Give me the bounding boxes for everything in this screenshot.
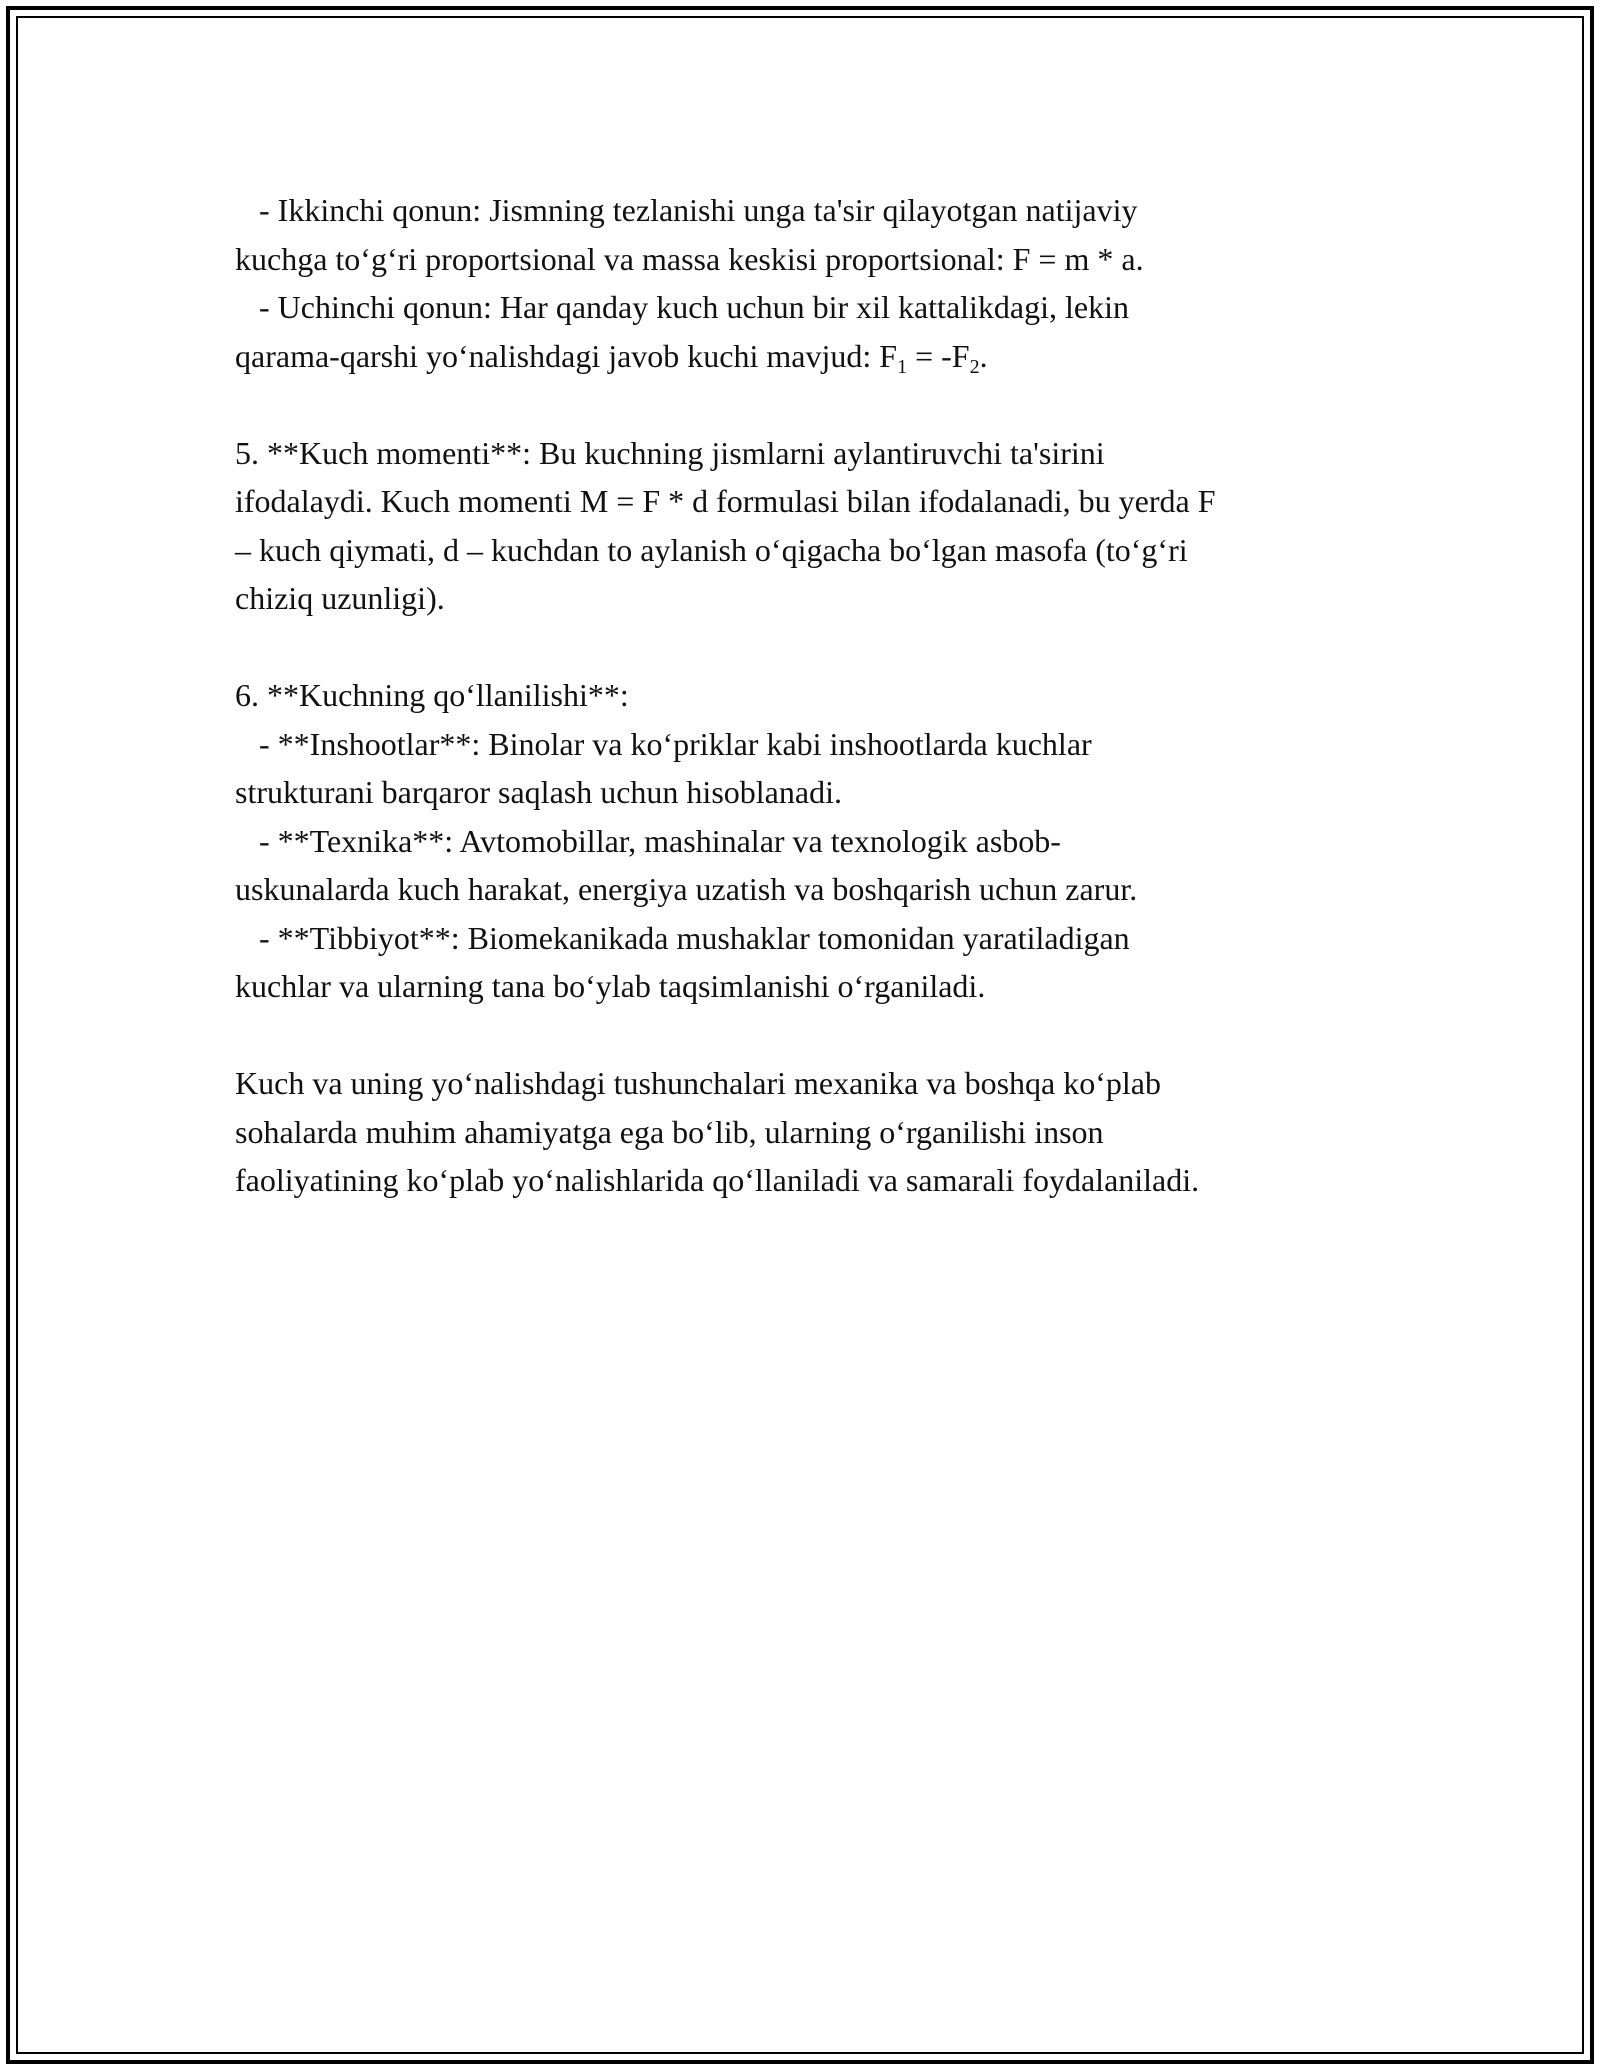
text-line: - **Inshootlar**: Binolar va ko‘priklar kabi inshootlarda kuchlar [235,725,1092,762]
paragraph-moment-of-force [235,429,1385,623]
text-line: uskunalarda kuch harakat, energiya uzatish va boshqarish uchun zarur. [235,871,1138,907]
text-line: 5. **Kuch momenti**: Bu kuchning jismlarni aylantiruvchi ta'sirini [235,434,1105,471]
subscript-1: 1 [897,355,908,378]
text-line-formula [235,332,1385,381]
formula-prefix: qarama-qarshi yo‘nalishdagi javob kuchi mavjud: F [235,337,898,374]
paragraph-applications [235,671,1385,1011]
text-line: - Ikkinchi qonun: Jismning tezlanishi unga ta'sir qilayotgan natijaviy [235,192,1138,228]
subscript-2: 2 [969,355,980,378]
text-line: sohalarda muhim ahamiyatga ega bo‘lib, ularning o‘rganilishi inson [235,1113,1104,1150]
formula-middle: = -F [907,337,970,374]
text-line: – kuch qiymati, d – kuchdan to aylanish o‘qigacha bo‘lgan masofa (to‘g‘ri [235,531,1188,568]
paragraph-conclusion [235,1059,1385,1205]
paragraph-newton-laws [235,186,1385,380]
text-line: - **Texnika**: Avtomobillar, mashinalar va texnologik asbob- [235,822,1061,859]
text-line: - **Tibbiyot**: Biomekanikada mushaklar tomonidan yaratiladigan [235,919,1130,956]
text-line: ifodalaydi. Kuch momenti M = F * d formulasi bilan ifodalanadi, bu yerda F [235,483,1216,519]
document-body [235,186,1385,1205]
text-line: chiziq uzunligi). [235,580,445,616]
text-line: - Uchinchi qonun: Har qanday kuch uchun bir xil kattalikdagi, lekin [235,289,1129,325]
text-line: kuchlar va ularning tana bo‘ylab taqsimlanishi o‘rganiladi. [235,968,986,1004]
text-line: Kuch va uning yo‘nalishdagi tushunchalari mexanika va boshqa ko‘plab [235,1065,1161,1101]
text-line: kuchga to‘g‘ri proportsional va massa keskisi proportsional: F = m * a. [235,240,1144,277]
text-line: strukturani barqaror saqlash uchun hisoblanadi. [235,774,842,810]
text-line: 6. **Kuchning qo‘llanilishi**: [235,677,629,713]
formula-suffix: . [979,337,988,374]
text-line: faoliyatining ko‘plab yo‘nalishlarida qo‘llaniladi va samarali foydalaniladi. [235,1162,1200,1198]
